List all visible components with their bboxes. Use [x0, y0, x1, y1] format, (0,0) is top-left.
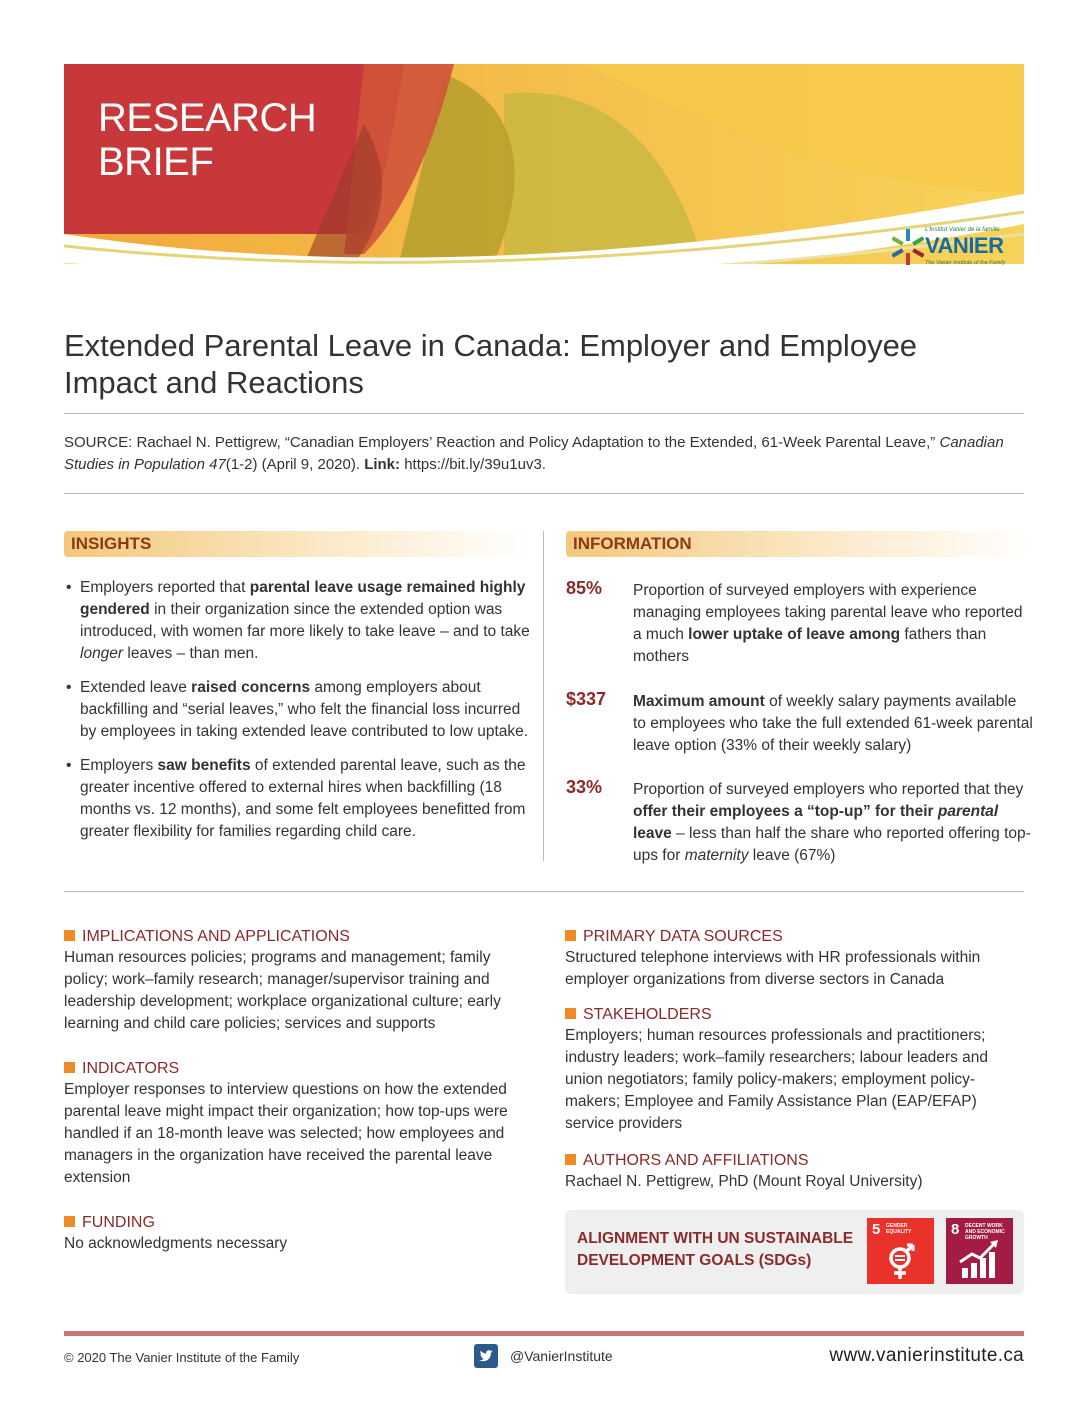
indicators-body: Employer responses to interview questions on how the extended parental leave might impact their organization; how top-ups were handled if an 18-month leave was selected; how employees and managers in the organization have received the parental leave extension: [64, 1081, 508, 1186]
insights-heading: INSIGHTS: [64, 531, 531, 557]
primary-data-body: Structured telephone interviews with HR professionals within employer organizations from diverse sectors in Canada: [565, 949, 981, 988]
source-link-label: Link:: [364, 456, 401, 473]
indicators-section: [64, 1059, 534, 1189]
divider: [64, 493, 1024, 494]
information-list: [566, 578, 1036, 878]
banner-title-line2: BRIEF: [98, 140, 214, 184]
funding-heading: FUNDING: [64, 1213, 534, 1233]
orange-square-icon: [565, 1154, 576, 1165]
info-text: Maximum amount of weekly salary payments available to employees who take the full extended 61-week parental leave option (33% of their weekly salary): [633, 693, 1033, 754]
vanier-logo: [892, 225, 1028, 273]
footer-bar: [64, 1331, 1024, 1336]
authors-heading: AUTHORS AND AFFILIATIONS: [565, 1151, 1025, 1171]
column-divider: [543, 531, 544, 861]
implications-section: [64, 927, 534, 1035]
info-text: Proportion of surveyed employers who reported that they offer their employees a “top-up” for their parental leave – less than half the share who reported offering top-ups for maternity leave (67%): [633, 781, 1031, 864]
sdg-goal-5-number: 5: [872, 1221, 881, 1238]
funding-body: No acknowledgments necessary: [64, 1235, 288, 1252]
info-number: $337: [566, 689, 607, 709]
insight-item: • Employers reported that parental leave usage remained highly gendered in their organization since the extended option was introduced, with women far more likely to take leave – and to take longer leaves – than men.: [64, 577, 532, 665]
sdg-goal-8-caption: DECENT WORK AND ECONOMIC GROWTH: [965, 1223, 1005, 1241]
info-number: 33%: [566, 777, 603, 797]
banner: [64, 64, 1024, 284]
footer-copyright: © 2020 The Vanier Institute of the Family: [64, 1350, 300, 1365]
sdg-label: ALIGNMENT WITH UN SUSTAINABLE DEVELOPMENT GOALS (SDGs): [577, 1230, 854, 1269]
source-prefix: SOURCE: Rachael N. Pettigrew, “Canadian Employers’ Reaction and Policy Adaptation to the Extended, 61-Week Parental Leave,”: [64, 434, 936, 451]
gender-equality-icon: [867, 1218, 934, 1284]
banner-title-line1: RESEARCH: [98, 96, 317, 140]
banner-title: [98, 96, 316, 184]
indicators-heading: INDICATORS: [64, 1059, 534, 1079]
twitter-icon[interactable]: [474, 1344, 498, 1368]
insight-item: • Employers saw benefits of extended parental leave, such as the greater incentive offered to external hires when backfilling (18 months vs. 12 months), and some felt employees benefitted from greater flexibility for families regarding child care.: [64, 755, 532, 843]
stakeholders-section: [565, 1005, 1025, 1135]
orange-square-icon: [64, 930, 75, 941]
source-issue: (1-2) (April 9, 2020).: [225, 456, 361, 473]
sdg-goal-8-tile: [946, 1218, 1013, 1284]
stakeholders-heading: STAKEHOLDERS: [565, 1005, 1025, 1025]
orange-square-icon: [64, 1216, 75, 1227]
implications-body: Human resources policies; programs and management; family policy; work–family research; manager/supervisor training and leadership development; workplace organizational culture; early learning and child care policies; services and supports: [64, 949, 501, 1032]
logo-wordmark: VANIER: [925, 233, 1004, 258]
info-text: Proportion of surveyed employers with experience managing employees taking parental leave who reported a much lower uptake of leave among fathers than mothers: [633, 582, 1023, 665]
divider: [64, 413, 1024, 414]
orange-square-icon: [565, 1008, 576, 1019]
authors-section: [565, 1151, 1025, 1193]
document-title: Extended Parental Leave in Canada: Employer and Employee Impact and Reactions: [64, 328, 918, 400]
orange-square-icon: [64, 1062, 75, 1073]
orange-square-icon: [565, 930, 576, 941]
insight-item: • Extended leave raised concerns among employers about backfilling and “serial leaves,” who felt the financial loss incurred by employees in taking extended leave contributed to low uptake.: [64, 677, 532, 743]
twitter-handle[interactable]: @VanierInstitute: [510, 1348, 613, 1364]
logo-english-text: The Vanier Institute of the Family: [925, 260, 1006, 266]
implications-heading: IMPLICATIONS AND APPLICATIONS: [64, 927, 534, 947]
primary-data-section: [565, 927, 1025, 991]
source-citation: [64, 432, 1024, 476]
stakeholders-body: Employers; human resources professionals and practitioners; industry leaders; work–family researchers; labour leaders and union negotiators; family policy-makers; employment policy-makers; Employee and Family Assistance Plan (EAP/EFAP) service providers: [565, 1027, 989, 1132]
source-journal: Canadian Studies in Population 47: [64, 434, 1004, 473]
divider: [64, 891, 1024, 892]
authors-body: Rachael N. Pettigrew, PhD (Mount Royal University): [565, 1173, 923, 1190]
information-heading: INFORMATION: [566, 531, 1031, 557]
insights-list: [64, 577, 532, 855]
primary-data-heading: PRIMARY DATA SOURCES: [565, 927, 1025, 947]
source-link[interactable]: https://bit.ly/39u1uv3.: [404, 456, 546, 473]
snowflake-icon: [892, 225, 924, 271]
sdg-goal-5-caption: GENDER EQUALITY: [886, 1223, 912, 1235]
sdg-goal-8-number: 8: [951, 1221, 960, 1238]
sdg-goal-5-tile: [867, 1218, 934, 1284]
info-number: 85%: [566, 578, 603, 598]
economic-growth-icon: [946, 1218, 1013, 1284]
sdg-box: [565, 1210, 1024, 1294]
footer-website[interactable]: www.vanierinstitute.ca: [829, 1345, 1024, 1366]
logo-french-text: L'Institut Vanier de la famille: [925, 227, 1000, 233]
funding-section: [64, 1213, 534, 1255]
